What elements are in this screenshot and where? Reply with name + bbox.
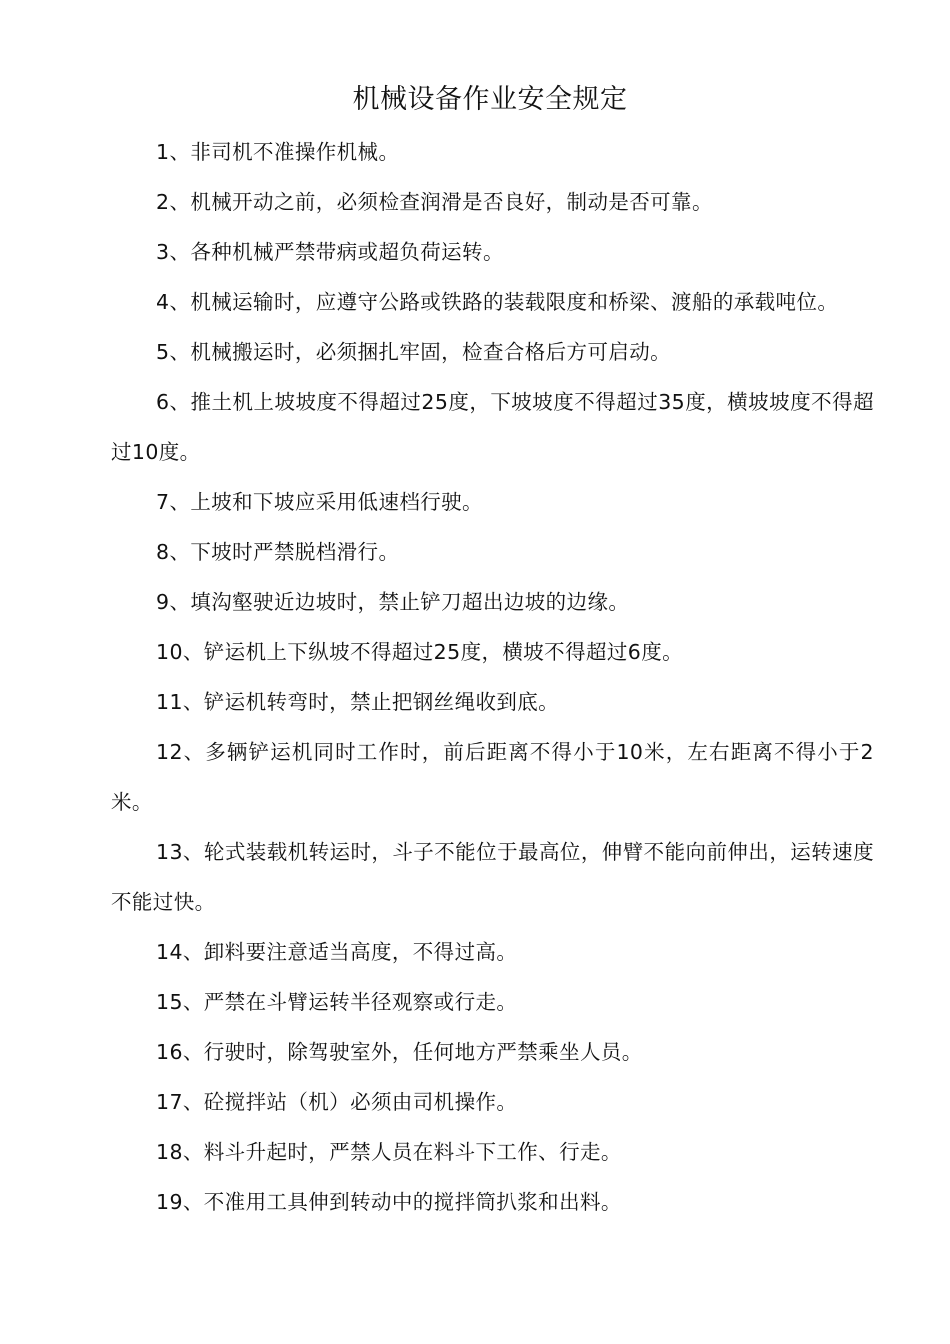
rule-item-2: 2、机械开动之前，必须检查润滑是否良好，制动是否可靠。 [156, 190, 713, 214]
rule-item-5: 5、机械搬运时，必须捆扎牢固，检查合格后方可启动。 [156, 340, 672, 364]
rule-item-6: 6、推土机上坡坡度不得超过25度，下坡坡度不得超过35度，横坡坡度不得超过10度。 [111, 390, 874, 464]
document-title: 机械设备作业安全规定 [352, 84, 628, 115]
rule-item-17: 17、砼搅拌站（机）必须由司机操作。 [156, 1090, 518, 1114]
rule-item-10: 10、铲运机上下纵坡不得超过25度，横坡不得超过6度。 [156, 640, 684, 664]
rule-item-19: 19、不准用工具伸到转动中的搅拌筒扒浆和出料。 [156, 1190, 622, 1214]
rule-item-3: 3、各种机械严禁带病或超负荷运转。 [156, 240, 504, 264]
rule-item-7: 7、上坡和下坡应采用低速档行驶。 [156, 490, 483, 514]
rule-item-1: 1、非司机不准操作机械。 [156, 140, 400, 164]
rule-item-14: 14、卸料要注意适当高度，不得过高。 [156, 940, 518, 964]
rule-item-18: 18、料斗升起时，严禁人员在料斗下工作、行走。 [156, 1140, 622, 1164]
rule-item-13: 13、轮式装载机转运时，斗子不能位于最高位，伸臂不能向前伸出，运转速度不能过快。 [111, 840, 874, 914]
rules-list [111, 127, 874, 1227]
rule-item-15: 15、严禁在斗臂运转半径观察或行走。 [156, 990, 518, 1014]
rule-item-16: 16、行驶时，除驾驶室外，任何地方严禁乘坐人员。 [156, 1040, 643, 1064]
rule-item-4: 4、机械运输时，应遵守公路或铁路的装载限度和桥梁、渡船的承载吨位。 [156, 290, 839, 314]
rule-item-11: 11、铲运机转弯时，禁止把钢丝绳收到底。 [156, 690, 560, 714]
rule-item-9: 9、填沟壑驶近边坡时，禁止铲刀超出边坡的边缘。 [156, 590, 630, 614]
rule-item-12: 12、多辆铲运机同时工作时，前后距离不得小于10米，左右距离不得小于2米。 [111, 740, 874, 814]
rule-item-8: 8、下坡时严禁脱档滑行。 [156, 540, 400, 564]
